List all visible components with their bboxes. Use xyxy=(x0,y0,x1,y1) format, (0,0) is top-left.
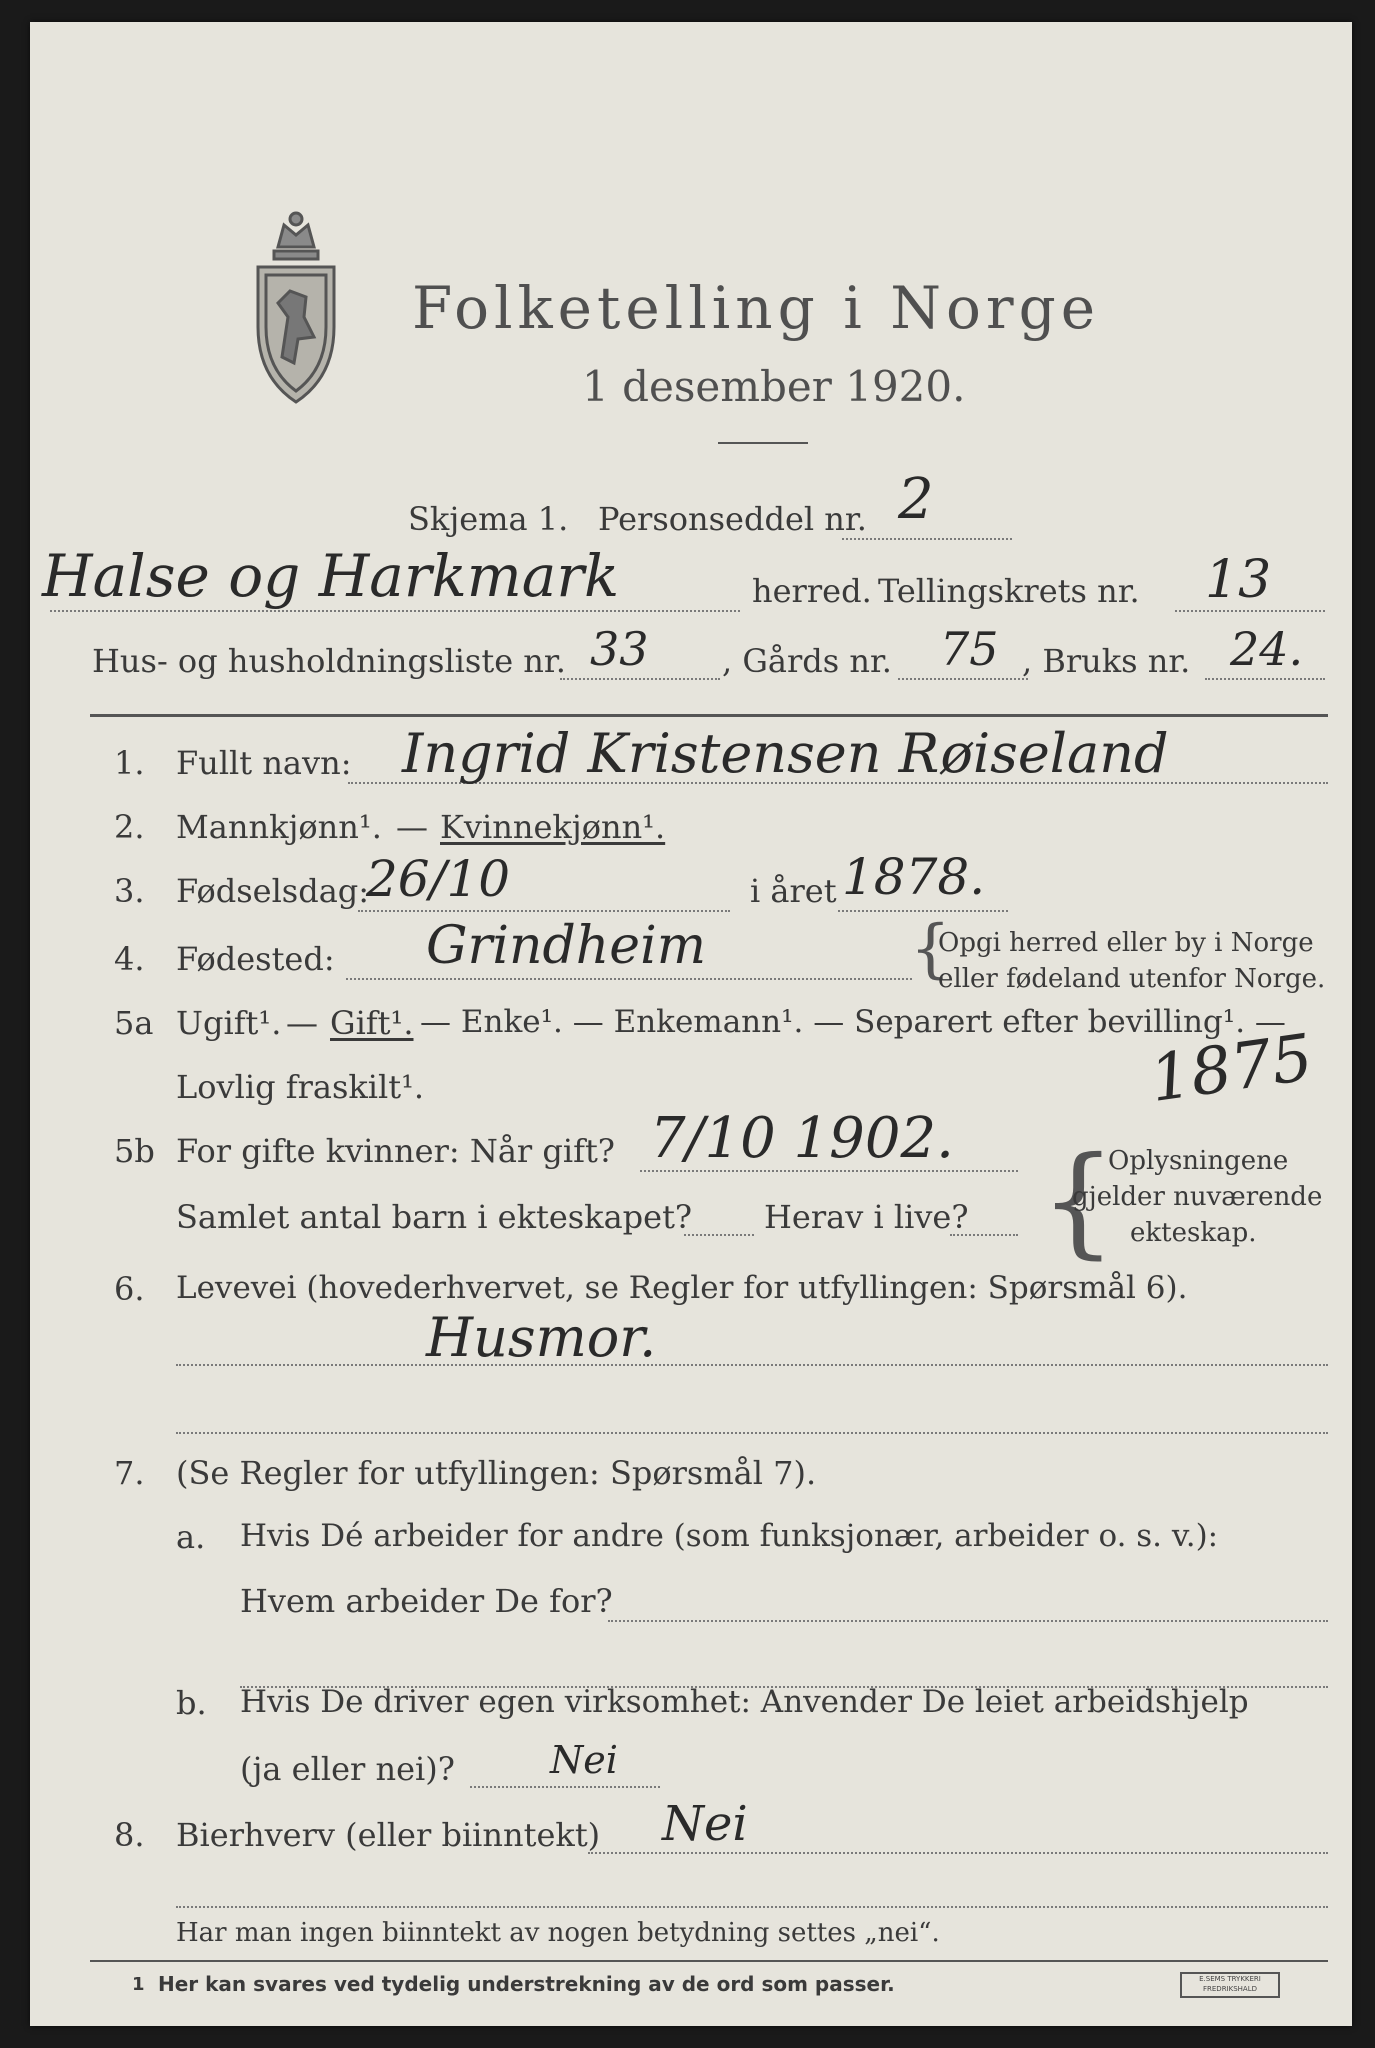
census-form-page: Folketelling i Norge 1 desember 1920. Skjema 1. Personseddel nr. 2 Halse og Harkmark herred. Tellingskrets nr. 13 Hus- og husholdningsliste nr. 33 , Gårds nr. 75 , Bruks nr. 24. 1. Fullt navn: Ingrid Kristensen Røiseland 2. Mannkjønn¹. — Kvinnekjønn¹. 3. Fødselsdag: 26/10 i året 1878. 4. Fødested: Grindheim { Opgi herred eller by i Norge eller fødeland utenfor Norge. 5a Ugift¹. — Gift¹. — Enke¹. — Enkemann¹. — Separert efter bevilling¹. — Lovlig fraskilt¹. 1875 5b For gifte kvinner: Når gift? 7/10 1902. Samlet antal barn i ekteskapet? Herav i live? { Oplysningene gjelder nuværende ekteskap. 6. Levevei (hovederhvervet, se Regler for utfyllingen: Spørsmål 6). Husmor. 7. (Se Regler for utfyllingen: Spørsmål 7). a. Hvis Dé arbeider for andre (som funksjonær, arbeider o. s. v.): Hvem arbeider De for? b. Hvis De driver egen virksomhet: Anvender De leiet arbeidshjelp (ja eller nei)? Nei 8. Bierhverv (eller biinntekt) Nei Har man ingen biinntekt av nogen betydning settes „nei“. 1 Her kan svares ved tydelig understrekning av de ord som passer. E.SEMS TRYKKERI FREDRIKSHALD xyxy=(30,22,1352,2026)
margin-annotation: 1875 xyxy=(1145,1021,1318,1117)
birthdate-value[interactable]: 26/10 xyxy=(366,850,511,908)
hired-help-label: (ja eller nei)? xyxy=(240,1750,455,1788)
status-ugift-option[interactable]: Ugift¹. xyxy=(176,1004,282,1042)
children-alive-label: Herav i live? xyxy=(764,1198,969,1236)
married-when-label: For gifte kvinner: Når gift? xyxy=(176,1132,615,1170)
birthyear-label: i året xyxy=(750,872,837,910)
skjema-label: Skjema 1. xyxy=(408,500,569,538)
birthplace-value[interactable]: Grindheim xyxy=(426,916,707,976)
header-divider xyxy=(90,714,1328,717)
form-title: Folketelling i Norge xyxy=(412,274,1101,342)
personseddel-value[interactable]: 2 xyxy=(898,467,934,532)
status-fraskilt-option[interactable]: Lovlig fraskilt¹. xyxy=(176,1068,425,1106)
bruks-value[interactable]: 24. xyxy=(1230,622,1304,676)
status-gift-option[interactable]: Gift¹. xyxy=(330,1004,414,1042)
full-name-value[interactable]: Ingrid Kristensen Røiseland xyxy=(402,722,1169,785)
printer-stamp: E.SEMS TRYKKERI FREDRIKSHALD xyxy=(1180,1972,1280,1998)
birthyear-value[interactable]: 1878. xyxy=(842,848,986,906)
footnote: Her kan svares ved tydelig understrekning av de ord som passer. xyxy=(158,1972,895,1996)
norwegian-coat-of-arms-icon xyxy=(248,207,344,407)
birthdate-label: Fødselsdag: xyxy=(176,872,370,910)
gender-male-option[interactable]: Mannkjønn¹. xyxy=(176,808,382,846)
footer-note: Har man ingen biinntekt av nogen betydning settes „nei“. xyxy=(176,1918,940,1948)
herred-label: herred. xyxy=(752,572,872,610)
gards-value[interactable]: 75 xyxy=(940,622,999,676)
form-date: 1 desember 1920. xyxy=(582,362,966,411)
married-when-value[interactable]: 7/10 1902. xyxy=(650,1106,954,1171)
hired-help-value[interactable]: Nei xyxy=(550,1738,618,1782)
side-income-value[interactable]: Nei xyxy=(662,1796,748,1852)
gards-label: , Gårds nr. xyxy=(722,642,892,680)
employer-label: Hvem arbeider De for? xyxy=(240,1582,613,1620)
employer-field[interactable] xyxy=(608,1620,1328,1622)
tellingskrets-label: Tellingskrets nr. xyxy=(878,572,1140,610)
tellingskrets-value[interactable]: 13 xyxy=(1205,550,1272,610)
birthplace-label: Fødested: xyxy=(176,940,335,978)
occupation-value[interactable]: Husmor. xyxy=(426,1306,657,1369)
hus-label: Hus- og husholdningsliste nr. xyxy=(92,642,566,680)
gender-female-option[interactable]: Kvinnekjønn¹. xyxy=(440,808,666,846)
status-other-options[interactable]: — Enke¹. — Enkemann¹. — Separert efter bevilling¹. — xyxy=(420,1004,1286,1040)
herred-value[interactable]: Halse og Harkmark xyxy=(42,542,620,610)
side-income-label: Bierhverv (eller biinntekt) xyxy=(176,1816,601,1854)
personseddel-label: Personseddel nr. xyxy=(598,500,867,538)
title-divider xyxy=(718,442,808,444)
full-name-label: Fullt navn: xyxy=(176,744,352,782)
hus-value[interactable]: 33 xyxy=(590,622,649,676)
children-count-label: Samlet antal barn i ekteskapet? xyxy=(176,1198,693,1236)
occupation-label: Levevei (hovederhvervet, se Regler for utfyllingen: Spørsmål 6). xyxy=(176,1270,1188,1306)
bruks-label: , Bruks nr. xyxy=(1022,642,1191,680)
footer-divider xyxy=(90,1960,1328,1962)
